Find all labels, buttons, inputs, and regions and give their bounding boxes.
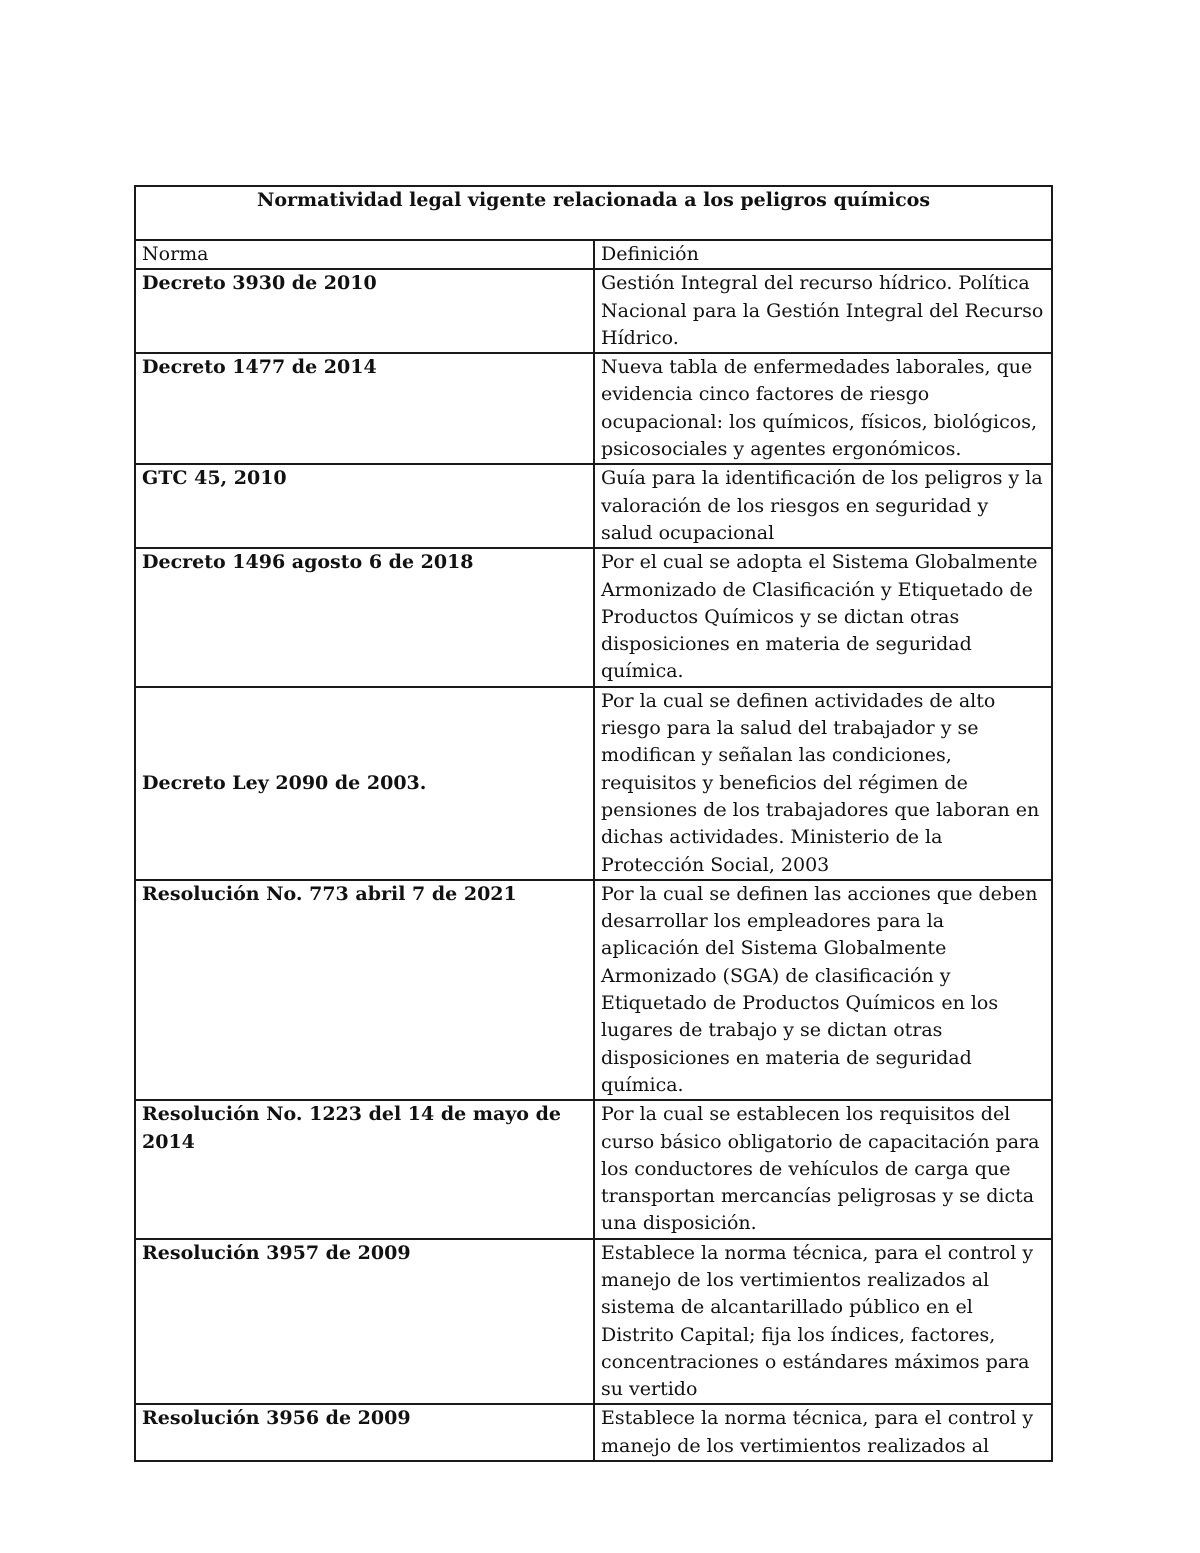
table-row: [135, 1239, 1052, 1405]
norma-cell: GTC 45, 2010: [135, 464, 594, 548]
definicion-cell: Por la cual se definen las acciones que deben desarrollar los empleadores para la aplicación del Sistema Globalmente Armonizado (SGA) de clasificación y Etiquetado de Productos Químicos en los lugares de trabajo y se dictan otras disposiciones en materia de seguridad química.: [594, 880, 1052, 1100]
table-row: [135, 269, 1052, 353]
norma-cell: Resolución No. 773 abril 7 de 2021: [135, 880, 594, 1100]
table-row: [135, 464, 1052, 548]
table-row: [135, 687, 1052, 880]
definicion-cell: Por la cual se establecen los requisitos del curso básico obligatorio de capacitación para los conductores de vehículos de carga que transportan mercancías peligrosas y se dicta una disposición.: [594, 1100, 1052, 1238]
table-row: [135, 1404, 1052, 1461]
definicion-cell: Establece la norma técnica, para el control y manejo de los vertimientos realizados al sistema de alcantarillado público en el Distrito Capital; fija los índices, factores, concentraciones o estándares máximos para su vertido: [594, 1239, 1052, 1405]
definicion-cell: Guía para la identificación de los peligros y la valoración de los riesgos en seguridad y salud ocupacional: [594, 464, 1052, 548]
table-title: Normatividad legal vigente relacionada a los peligros químicos: [135, 186, 1052, 240]
definicion-cell: Por el cual se adopta el Sistema Globalmente Armonizado de Clasificación y Etiquetado de Productos Químicos y se dictan otras disposiciones en materia de seguridad química.: [594, 548, 1052, 686]
norma-cell: Decreto 1477 de 2014: [135, 353, 594, 464]
norma-cell: Decreto 3930 de 2010: [135, 269, 594, 353]
definicion-cell: Por la cual se definen actividades de alto riesgo para la salud del trabajador y se modifican y señalan las condiciones, requisitos y beneficios del régimen de pensiones de los trabajadores que laboran en dichas actividades. Ministerio de la Protección Social, 2003: [594, 687, 1052, 880]
definicion-cell: Nueva tabla de enfermedades laborales, que evidencia cinco factores de riesgo ocupacional: los químicos, físicos, biológicos, psicosociales y agentes ergonómicos.: [594, 353, 1052, 464]
table-row: [135, 880, 1052, 1100]
table-header-row: [135, 240, 1052, 269]
table-row: [135, 1100, 1052, 1238]
norma-cell: Resolución No. 1223 del 14 de mayo de 2014: [135, 1100, 594, 1238]
norma-cell: Decreto Ley 2090 de 2003.: [135, 687, 594, 880]
definicion-cell: Gestión Integral del recurso hídrico. Política Nacional para la Gestión Integral del Recurso Hídrico.: [594, 269, 1052, 353]
table-title-row: [135, 186, 1052, 240]
definicion-cell: Establece la norma técnica, para el control y manejo de los vertimientos realizados al: [594, 1404, 1052, 1461]
norma-cell: Decreto 1496 agosto 6 de 2018: [135, 548, 594, 686]
table-row: [135, 548, 1052, 686]
header-norma: Norma: [135, 240, 594, 269]
norma-cell: Resolución 3957 de 2009: [135, 1239, 594, 1405]
header-definicion: Definición: [594, 240, 1052, 269]
regulations-table: [134, 185, 1053, 1462]
norma-cell: Resolución 3956 de 2009: [135, 1404, 594, 1461]
table-row: [135, 353, 1052, 464]
